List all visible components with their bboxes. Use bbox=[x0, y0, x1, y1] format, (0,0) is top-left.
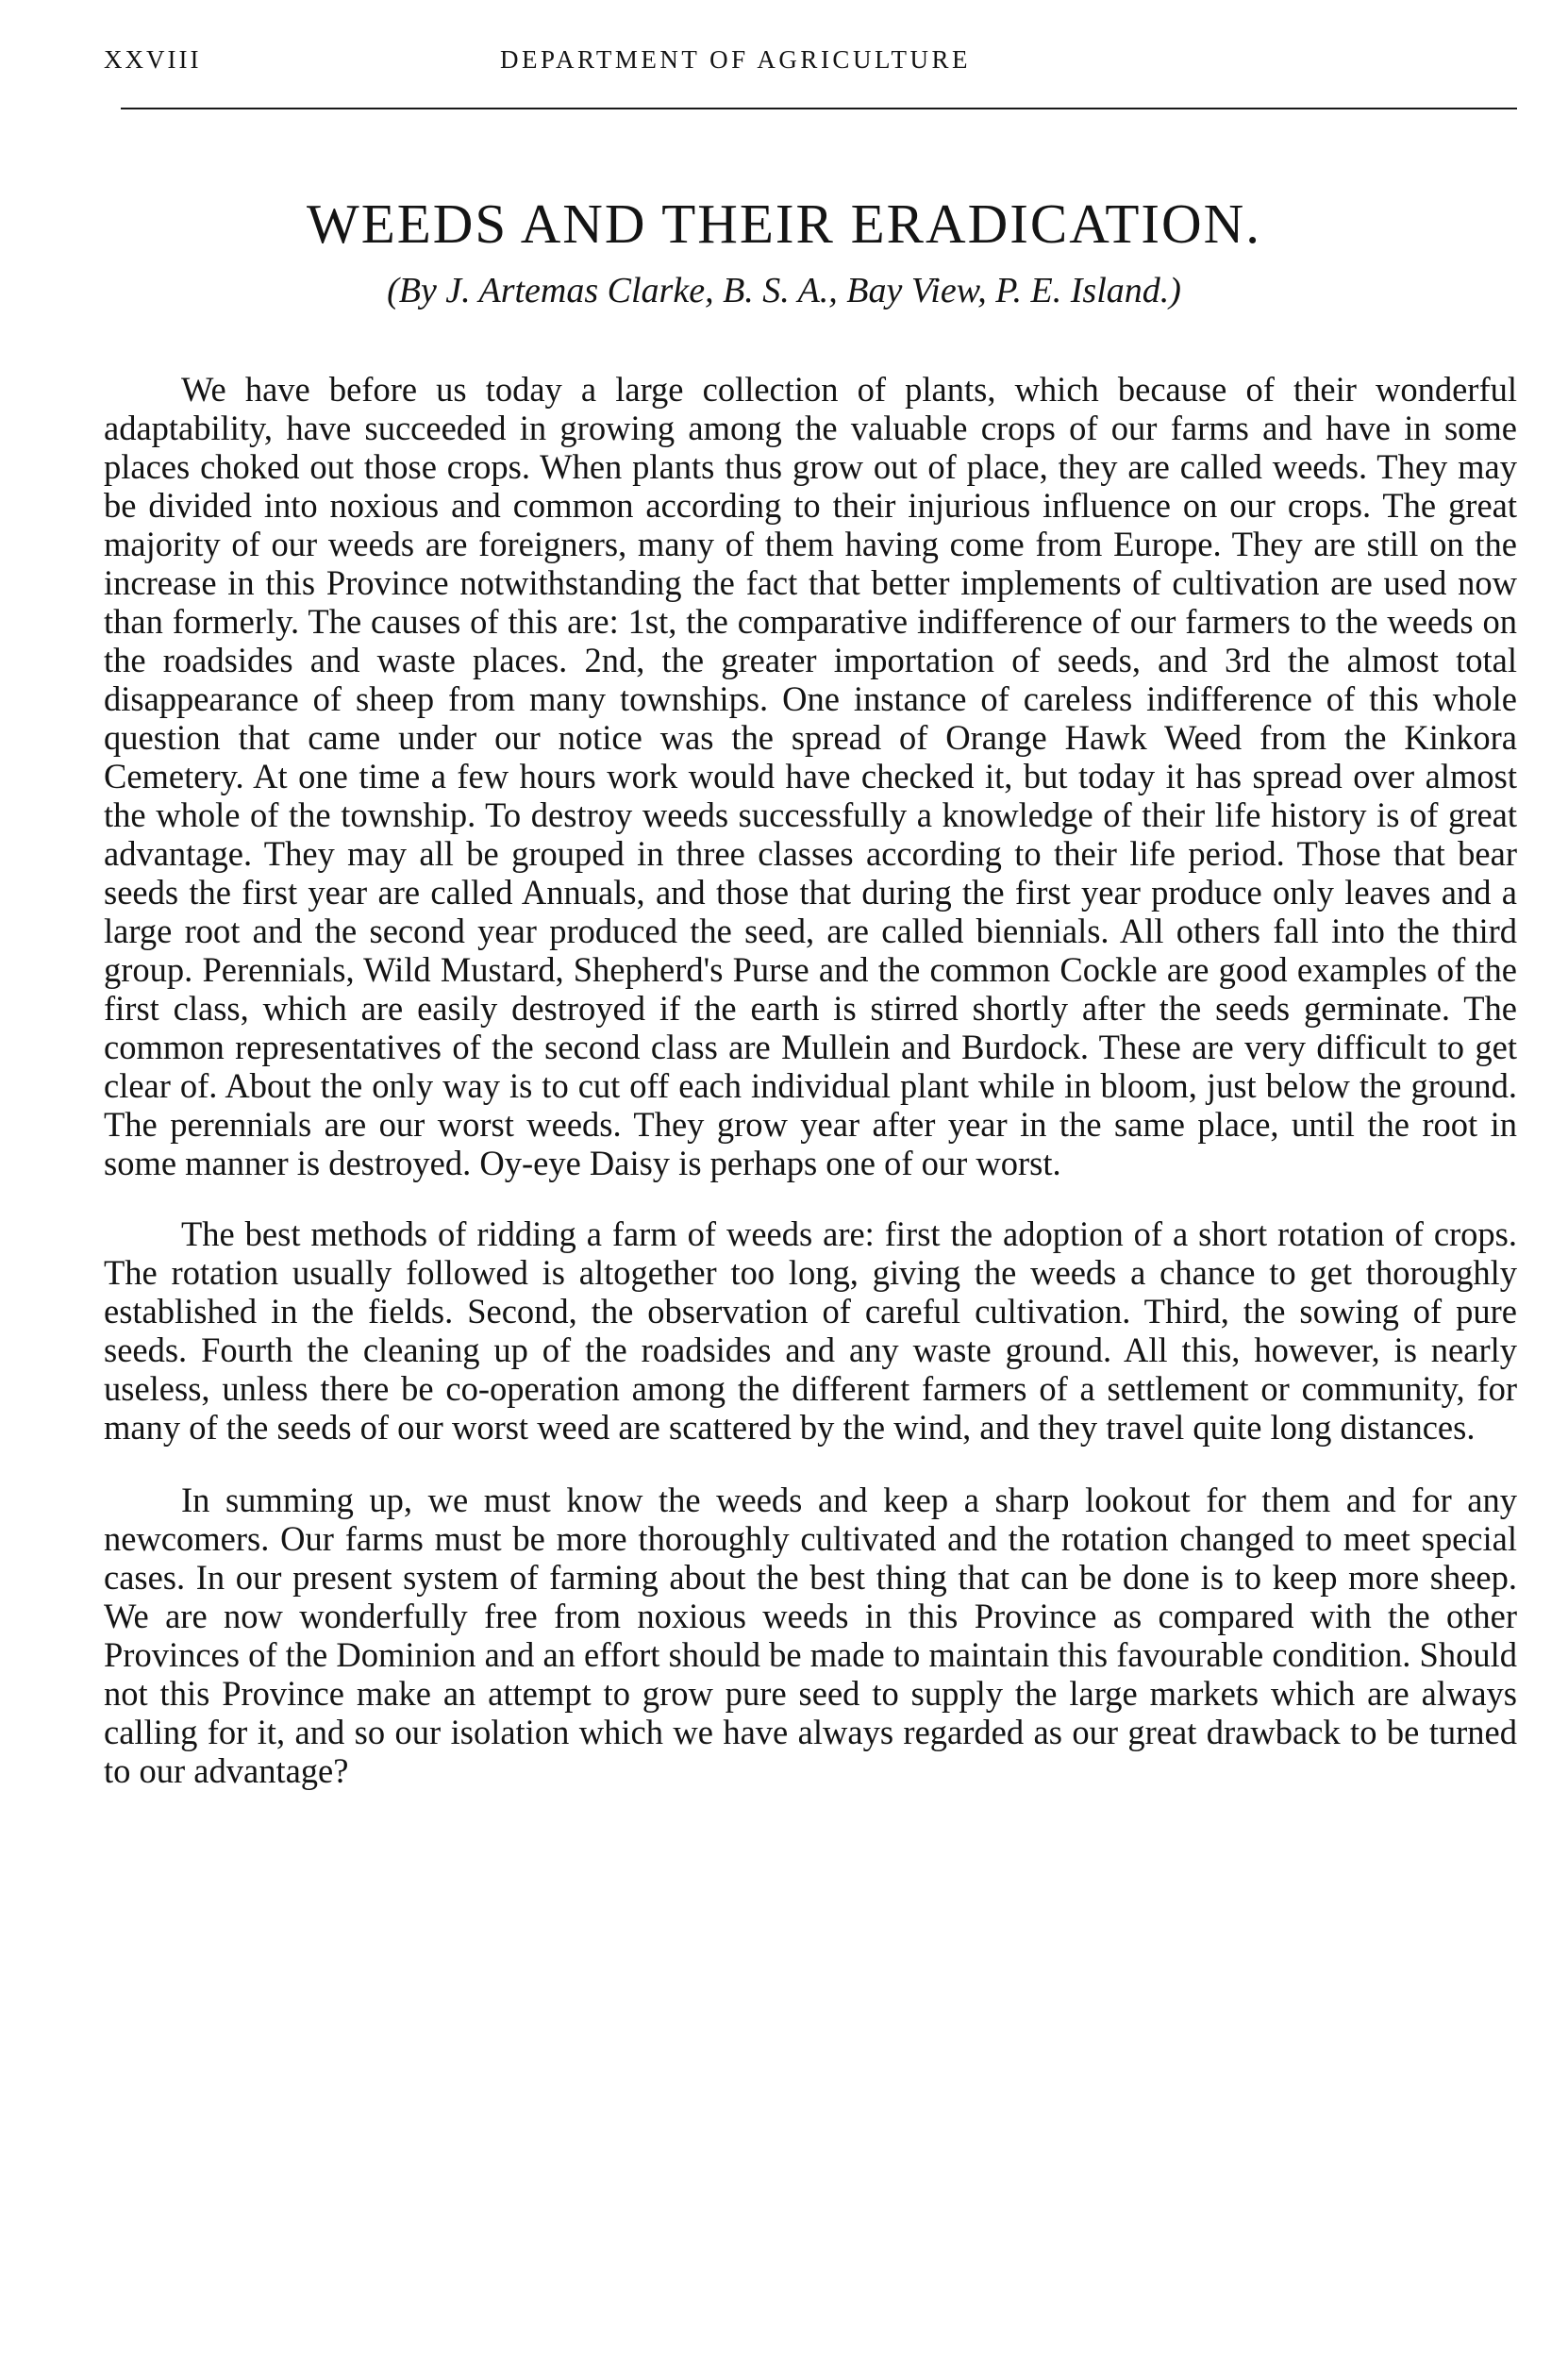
running-head bbox=[104, 45, 1519, 83]
page-number: XXVIII bbox=[104, 45, 202, 74]
paragraph-1: We have before us today a large collection of plants, which because of their wonderful adaptability, have succeeded in growing among the valuable crops of our farms and have in some places choked out those crops. When plants thus grow out of place, they are called weeds. They may be divided into noxious and common according to their injurious influence on our crops. The great majority of our weeds are foreigners, many of them having come from Europe. They are still on the increase in this Province notwithstanding the fact that better implements of cultivation are used now than formerly. The causes of this are: 1st, the comparative indifference of our farmers to the weeds on the roadsides and waste places. 2nd, the greater importation of seeds, and 3rd the almost total disappearance of sheep from many townships. One instance of careless indifference of this whole question that came under our notice was the spread of Orange Hawk Weed from the Kinkora Cemetery. At one time a few hours work would have checked it, but today it has spread over almost the whole of the township. To destroy weeds successfully a knowledge of their life history is of great advantage. They may all be grouped in three classes according to their life period. Those that bear seeds the first year are called Annuals, and those that during the first year produce only leaves and a large root and the second year produced the seed, are called biennials. All others fall into the third group. Perennials, Wild Mustard, Shepherd's Purse and the common Cockle are good examples of the first class, which are easily destroyed if the earth is stirred shortly after the seeds germinate. The common representatives of the second class are Mullein and Burdock. These are very difficult to get clear of. About the only way is to cut off each individual plant while in bloom, just below the ground. The perennials are our worst weeds. They grow year after year in the same place, until the root in some manner is destroyed. Oy-eye Daisy is perhaps one of our worst. bbox=[104, 370, 1517, 1182]
paragraph-2: The best methods of ridding a farm of weeds are: first the adoption of a short rotation of crops. The rotation usually followed is altogether too long, giving the weeds a chance to get thoroughly established in the fields. Second, the observation of careful cultivation. Third, the sowing of pure seeds. Fourth the cleaning up of the roadsides and any waste ground. All this, however, is nearly useless, unless there be co-operation among the different farmers of a settlement or community, for many of the seeds of our worst weed are scattered by the wind, and they travel quite long distances. bbox=[104, 1214, 1517, 1447]
article-byline: (By J. Artemas Clarke, B. S. A., Bay View, P. E. Island.) bbox=[387, 271, 1181, 310]
paragraph-3: In summing up, we must know the weeds and keep a sharp lookout for them and for any newcomers. Our farms must be more thoroughly cultivated and the rotation changed to meet special cases. In our present system of farming about the best thing that can be done is to keep more sheep. We are now wonderfully free from noxious weeds in this Province as compared with the other Provinces of the Dominion and an effort should be made to maintain this favourable condition. Should not this Province make an attempt to grow pure seed to supply the large markets which are always calling for it, and so our isolation which we have always regarded as our great drawback to be turned to our advantage? bbox=[104, 1481, 1517, 1790]
article-title: WEEDS AND THEIR ERADICATION. bbox=[307, 192, 1261, 255]
header-rule bbox=[121, 108, 1517, 109]
article-body bbox=[104, 370, 1517, 1822]
running-title: DEPARTMENT OF AGRICULTURE bbox=[500, 45, 971, 74]
